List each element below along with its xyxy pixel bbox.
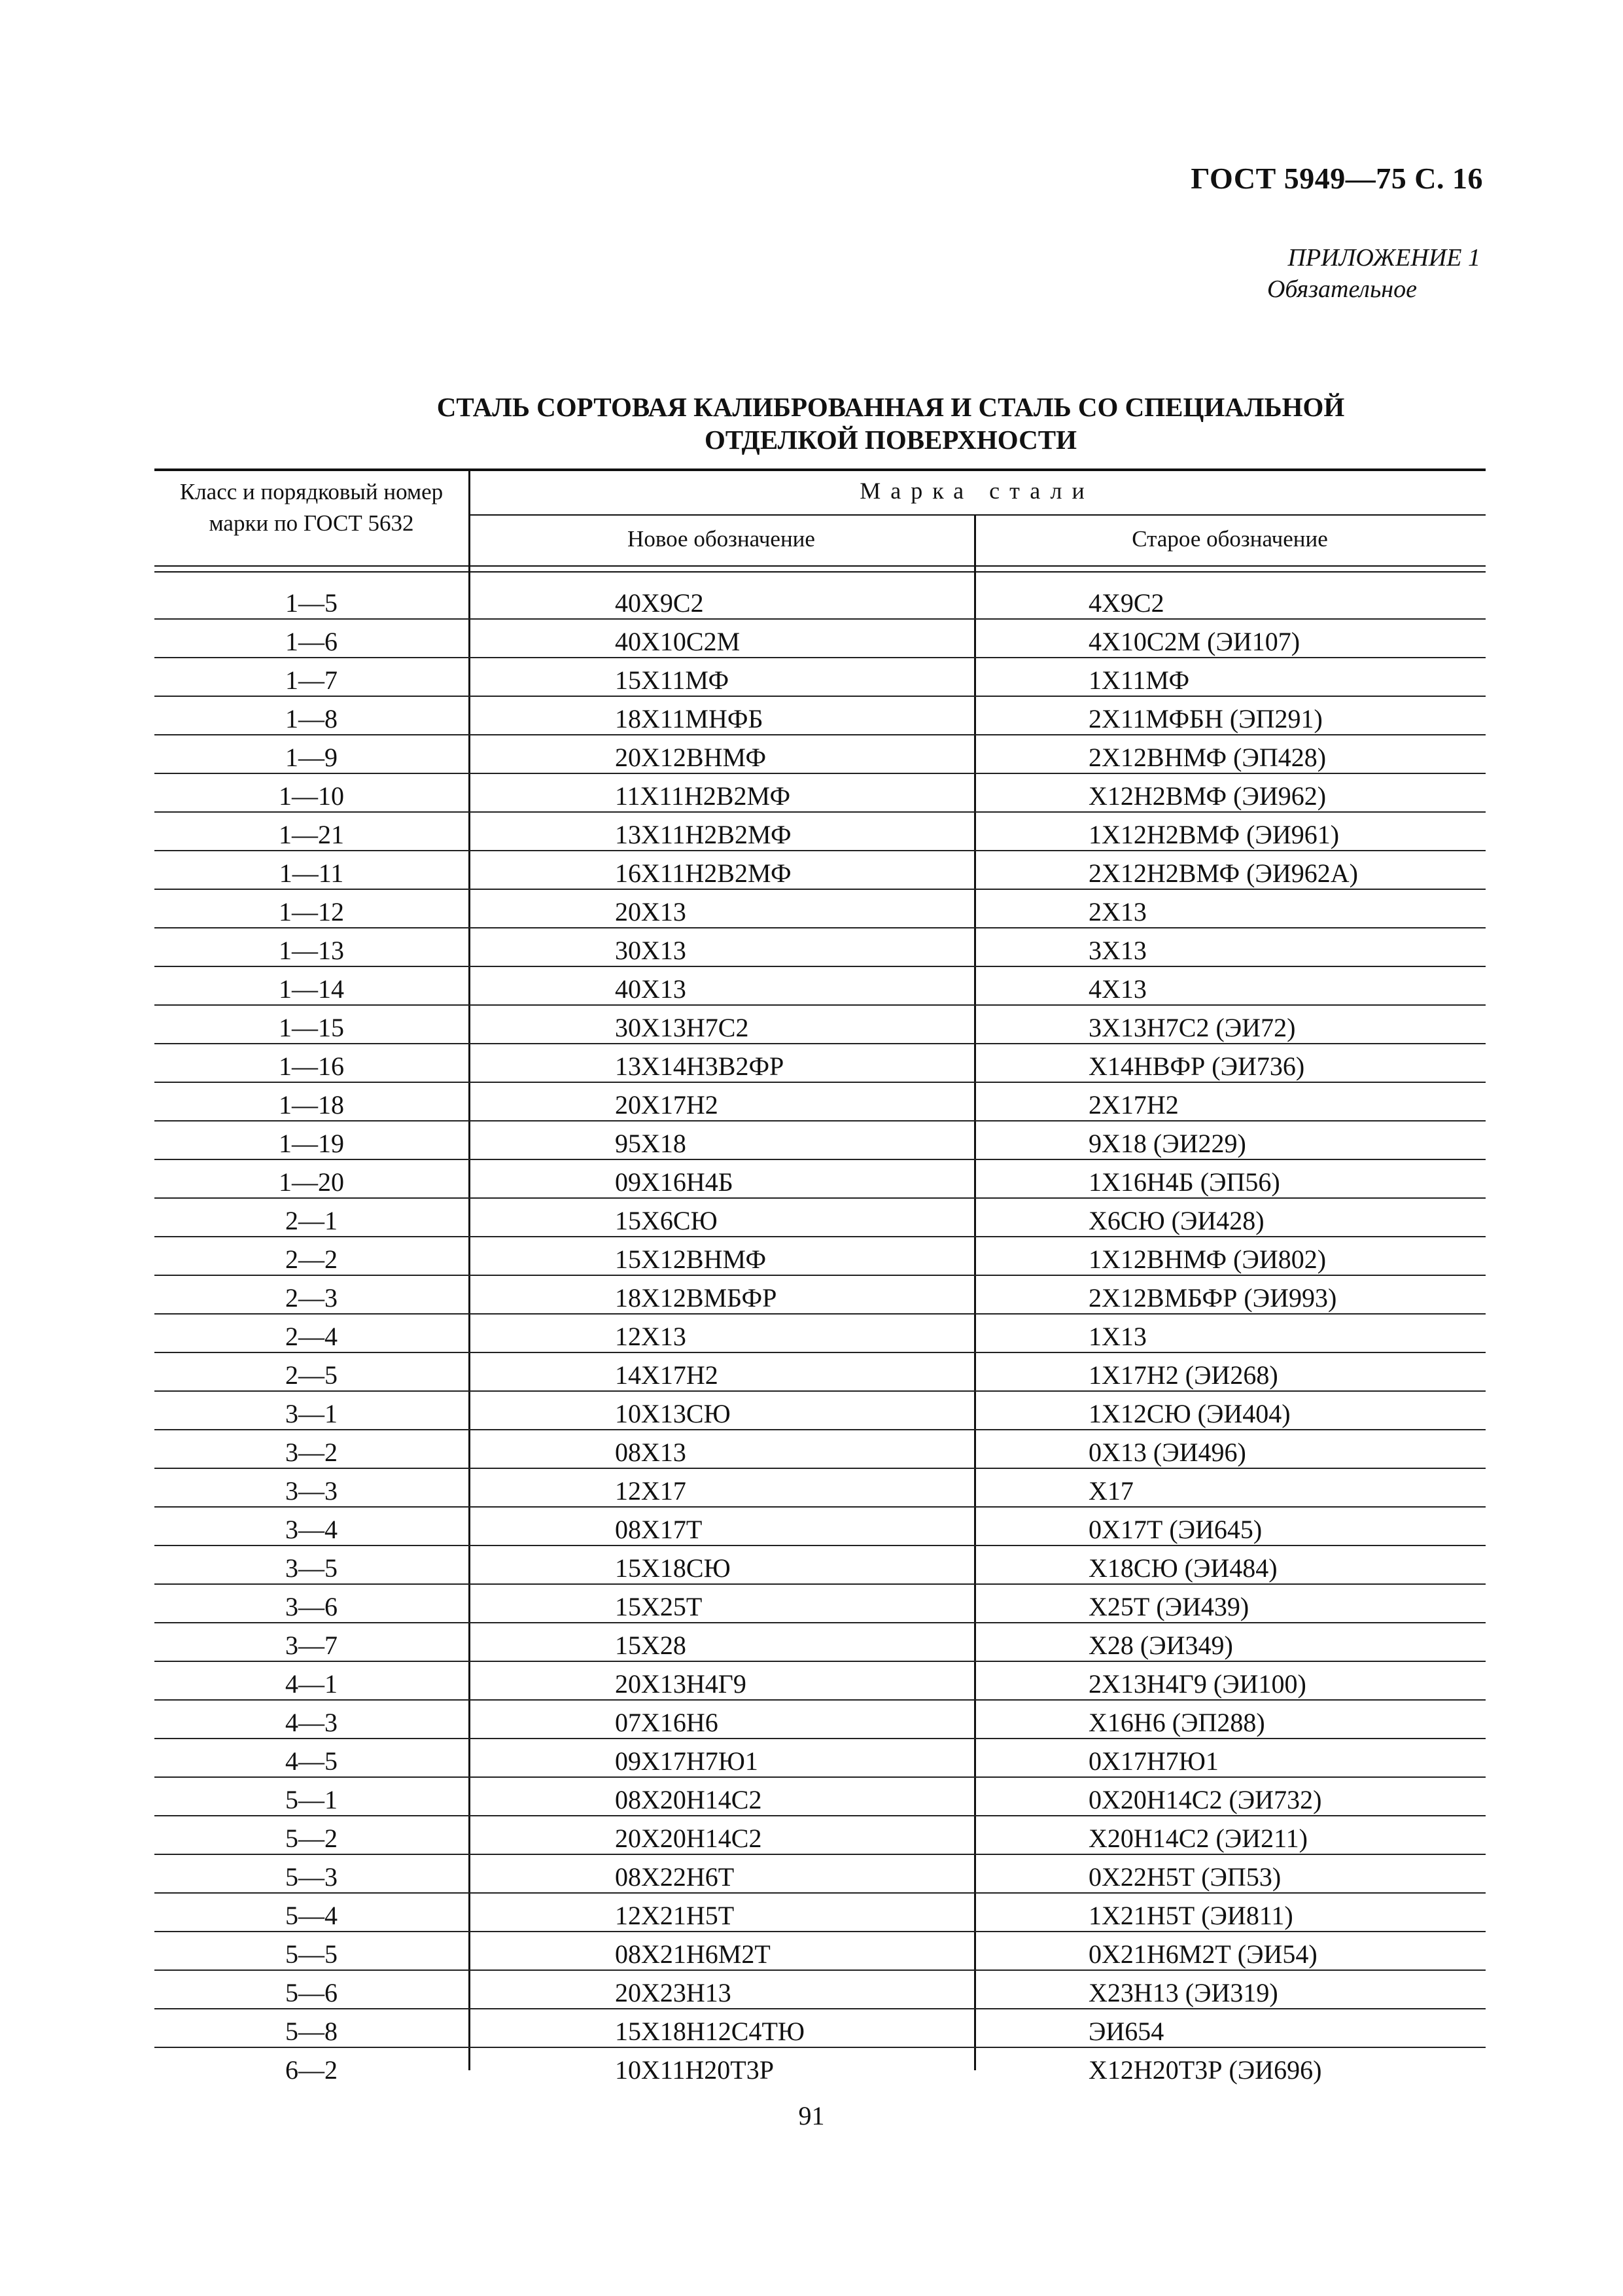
table-row — [154, 1932, 1486, 1971]
table-row — [154, 1392, 1486, 1430]
table-cell-class: 1—5 — [285, 588, 338, 618]
table-cell-class: 2—3 — [285, 1283, 338, 1313]
col-class-header — [154, 476, 468, 539]
table-cell-new-designation: 10Х13СЮ — [615, 1399, 731, 1428]
table-cell-old-designation: 0Х13 (ЭИ496) — [1089, 1438, 1246, 1467]
appendix-status: Обязательное — [1266, 275, 1417, 303]
table-row — [154, 1083, 1486, 1122]
table-row — [154, 1662, 1486, 1701]
table-row — [154, 1122, 1486, 1160]
table-row — [154, 1353, 1486, 1392]
table-cell-new-designation: 95Х18 — [615, 1129, 686, 1158]
table-row — [154, 1971, 1486, 2009]
table-cell-class: 5—6 — [285, 1978, 338, 2007]
table-cell-old-designation: 4Х13 — [1089, 974, 1147, 1004]
table-cell-old-designation: 0Х21Н6М2Т (ЭИ54) — [1089, 1939, 1318, 1969]
table-row — [154, 581, 1486, 620]
table-cell-old-designation: 0Х20Н14С2 (ЭИ732) — [1089, 1785, 1322, 1814]
table-cell-new-designation: 10Х11Н20Т3Р — [615, 2055, 774, 2085]
table-cell-new-designation: 20Х12ВНМФ — [615, 743, 767, 772]
table-cell-class: 1—12 — [279, 897, 344, 927]
table-cell-new-designation: 40Х13 — [615, 974, 686, 1004]
table-cell-new-designation: 15Х28 — [615, 1631, 686, 1660]
table-cell-class: 2—4 — [285, 1322, 338, 1351]
table-cell-new-designation: 14Х17Н2 — [615, 1360, 718, 1390]
table-cell-new-designation: 09Х17Н7Ю1 — [615, 1746, 758, 1776]
table-row — [154, 697, 1486, 735]
table-cell-class: 1—16 — [279, 1051, 344, 1081]
table-row — [154, 967, 1486, 1006]
table-cell-new-designation: 30Х13Н7С2 — [615, 1013, 749, 1042]
page-title-line-1: СТАЛЬ СОРТОВАЯ КАЛИБРОВАННАЯ И СТАЛЬ СО СПЕЦИАЛЬНОЙ — [436, 392, 1345, 422]
table-cell-class: 1—14 — [279, 974, 344, 1004]
table-cell-new-designation: 20Х23Н13 — [615, 1978, 731, 2007]
table-cell-old-designation: Х23Н13 (ЭИ319) — [1089, 1978, 1278, 2007]
table-cell-new-designation: 16Х11Н2В2МФ — [615, 858, 792, 888]
page-title-line-2: ОТДЕЛКОЙ ПОВЕРХНОСТИ — [704, 425, 1077, 455]
table-row — [154, 620, 1486, 658]
table-cell-new-designation: 11Х11Н2В2МФ — [615, 781, 791, 811]
table-cell-new-designation: 08Х21Н6М2Т — [615, 1939, 771, 1969]
page-title — [0, 391, 1623, 456]
table-cell-class: 6—2 — [285, 2055, 338, 2085]
table-cell-old-designation: Х14НВФР (ЭИ736) — [1089, 1051, 1305, 1081]
table-row — [154, 774, 1486, 813]
table-cell-new-designation: 15Х18СЮ — [615, 1553, 731, 1583]
table-cell-old-designation: 3Х13 — [1089, 936, 1147, 965]
table-cell-class: 4—3 — [285, 1708, 338, 1737]
table-cell-new-designation: 08Х22Н6Т — [615, 1862, 735, 1892]
table-cell-class: 3—6 — [285, 1592, 338, 1621]
table-cell-class: 5—2 — [285, 1824, 338, 1853]
table-row — [154, 1546, 1486, 1585]
table-row — [154, 658, 1486, 697]
group-header-rule — [468, 514, 1486, 516]
table-cell-new-designation: 12Х17 — [615, 1476, 686, 1506]
table-row — [154, 1701, 1486, 1739]
table-row — [154, 813, 1486, 851]
table-cell-class: 1—7 — [285, 665, 338, 695]
table-cell-class: 1—19 — [279, 1129, 344, 1158]
table-cell-class: 3—2 — [285, 1438, 338, 1467]
table-cell-class: 5—5 — [285, 1939, 338, 1969]
table-cell-old-designation: 0Х17Т (ЭИ645) — [1089, 1515, 1263, 1544]
col-new-designation-header: Новое обозначение — [627, 526, 815, 552]
table-row — [154, 1816, 1486, 1855]
table-cell-old-designation: Х6СЮ (ЭИ428) — [1089, 1206, 1265, 1235]
table-cell-old-designation: 3Х13Н7С2 (ЭИ72) — [1089, 1013, 1296, 1042]
table-row — [154, 928, 1486, 967]
table-cell-old-designation: 2Х13Н4Г9 (ЭИ100) — [1089, 1669, 1306, 1699]
table-row — [154, 1315, 1486, 1353]
table-cell-class: 5—3 — [285, 1862, 338, 1892]
table-cell-class: 5—4 — [285, 1901, 338, 1930]
table-cell-old-designation: 1Х11МФ — [1089, 665, 1190, 695]
appendix-label: ПРИЛОЖЕНИЕ 1 — [1287, 244, 1480, 272]
table-row — [154, 1623, 1486, 1662]
table-cell-old-designation: Х12Н2ВМФ (ЭИ962) — [1089, 781, 1327, 811]
table-body — [154, 581, 1486, 2085]
header-bottom-rule-2 — [154, 571, 1486, 573]
header-bottom-rule-1 — [154, 565, 1486, 567]
table-cell-class: 3—1 — [285, 1399, 338, 1428]
table-row — [154, 890, 1486, 928]
steel-grade-table — [154, 468, 1486, 2085]
table-cell-class: 2—5 — [285, 1360, 338, 1390]
table-cell-old-designation: 1Х16Н4Б (ЭП56) — [1089, 1167, 1280, 1197]
table-cell-new-designation: 15Х25Т — [615, 1592, 703, 1621]
table-cell-new-designation: 08Х17Т — [615, 1515, 703, 1544]
table-cell-class: 1—21 — [279, 820, 344, 849]
table-cell-old-designation: 2Х12Н2ВМФ (ЭИ962А) — [1089, 858, 1358, 888]
table-cell-old-designation: Х28 (ЭИ349) — [1089, 1631, 1233, 1660]
table-cell-old-designation: Х18СЮ (ЭИ484) — [1089, 1553, 1278, 1583]
table-cell-new-designation: 40Х9С2 — [615, 588, 704, 618]
table-cell-new-designation: 15Х12ВНМФ — [615, 1245, 767, 1274]
table-cell-class: 3—7 — [285, 1631, 338, 1660]
table-cell-class: 1—9 — [285, 743, 338, 772]
col-old-designation-header: Старое обозначение — [1132, 526, 1328, 552]
table-cell-old-designation: 0Х22Н5Т (ЭП53) — [1089, 1862, 1282, 1892]
table-cell-class: 3—4 — [285, 1515, 338, 1544]
table-cell-old-designation: 4Х10С2М (ЭИ107) — [1089, 627, 1300, 656]
table-cell-old-designation: 0Х17Н7Ю1 — [1089, 1746, 1219, 1776]
table-cell-old-designation: 2Х12ВНМФ (ЭП428) — [1089, 743, 1327, 772]
table-row — [154, 1855, 1486, 1894]
table-cell-new-designation: 40Х10С2М — [615, 627, 741, 656]
table-cell-old-designation: 1Х21Н5Т (ЭИ811) — [1089, 1901, 1293, 1930]
table-row — [154, 735, 1486, 774]
table-cell-new-designation: 20Х17Н2 — [615, 1090, 718, 1120]
table-cell-class: 1—15 — [279, 1013, 344, 1042]
steel-grade-group-header: Марка стали — [860, 478, 1094, 504]
table-cell-class: 1—13 — [279, 936, 344, 965]
table-row — [154, 1237, 1486, 1276]
table-row — [154, 1199, 1486, 1237]
table-cell-new-designation: 18Х12ВМБФР — [615, 1283, 777, 1313]
table-cell-old-designation: 9Х18 (ЭИ229) — [1089, 1129, 1246, 1158]
table-cell-old-designation: 1Х12Н2ВМФ (ЭИ961) — [1089, 820, 1340, 849]
table-row — [154, 1430, 1486, 1469]
table-cell-new-designation: 13Х14Н3В2ФР — [615, 1051, 784, 1081]
table-row — [154, 1585, 1486, 1623]
table-cell-class: 1—10 — [279, 781, 344, 811]
table-cell-new-designation: 09Х16Н4Б — [615, 1167, 733, 1197]
table-cell-old-designation: 1Х12ВНМФ (ЭИ802) — [1089, 1245, 1327, 1274]
table-cell-old-designation: Х12Н20Т3Р (ЭИ696) — [1089, 2055, 1322, 2085]
table-cell-class: 1—8 — [285, 704, 338, 733]
table-cell-old-designation: 1Х13 — [1089, 1322, 1147, 1351]
table-cell-new-designation: 15Х6СЮ — [615, 1206, 718, 1235]
table-row — [154, 2048, 1486, 2085]
table-cell-old-designation: 2Х11МФБН (ЭП291) — [1089, 704, 1323, 733]
col-class-header-line-1: Класс и порядковый номер — [179, 479, 444, 504]
table-cell-class: 1—18 — [279, 1090, 344, 1120]
table-cell-old-designation: Х20Н14С2 (ЭИ211) — [1089, 1824, 1308, 1853]
table-cell-new-designation: 15Х18Н12С4ТЮ — [615, 2017, 805, 2046]
table-cell-new-designation: 13Х11Н2В2МФ — [615, 820, 792, 849]
table-cell-class: 1—20 — [279, 1167, 344, 1197]
table-cell-class: 3—3 — [285, 1476, 338, 1506]
col-class-header-line-2: марки по ГОСТ 5632 — [209, 510, 414, 536]
table-row — [154, 1778, 1486, 1816]
table-row — [154, 1160, 1486, 1199]
table-cell-new-designation: 08Х20Н14С2 — [615, 1785, 762, 1814]
table-row — [154, 2009, 1486, 2048]
page-number: 91 — [798, 2101, 825, 2130]
table-cell-old-designation: 4Х9С2 — [1089, 588, 1164, 618]
table-cell-old-designation: ЭИ654 — [1089, 2017, 1164, 2046]
table-cell-old-designation: 2Х12ВМБФР (ЭИ993) — [1089, 1283, 1337, 1313]
table-row — [154, 1276, 1486, 1315]
table-cell-old-designation: Х16Н6 (ЭП288) — [1089, 1708, 1265, 1737]
table-cell-class: 1—6 — [285, 627, 338, 656]
table-top-rule — [154, 468, 1486, 471]
table-cell-old-designation: 1Х12СЮ (ЭИ404) — [1089, 1399, 1291, 1428]
table-cell-new-designation: 20Х13 — [615, 897, 686, 927]
table-row — [154, 1739, 1486, 1778]
table-row — [154, 1006, 1486, 1044]
table-row — [154, 1508, 1486, 1546]
table-row — [154, 1469, 1486, 1508]
document-reference: ГОСТ 5949—75 С. 16 — [1191, 162, 1483, 195]
table-cell-old-designation: Х17 — [1089, 1476, 1134, 1506]
table-cell-new-designation: 30Х13 — [615, 936, 686, 965]
table-cell-old-designation: 2Х17Н2 — [1089, 1090, 1179, 1120]
table-cell-class: 2—1 — [285, 1206, 338, 1235]
table-row — [154, 1044, 1486, 1083]
table-cell-old-designation: Х25Т (ЭИ439) — [1089, 1592, 1249, 1621]
table-cell-new-designation: 12Х21Н5Т — [615, 1901, 735, 1930]
table-cell-new-designation: 08Х13 — [615, 1438, 686, 1467]
table-cell-class: 4—1 — [285, 1669, 338, 1699]
table-row — [154, 1894, 1486, 1932]
table-cell-class: 2—2 — [285, 1245, 338, 1274]
table-cell-new-designation: 20Х20Н14С2 — [615, 1824, 762, 1853]
table-cell-new-designation: 15Х11МФ — [615, 665, 729, 695]
table-row — [154, 851, 1486, 890]
table-cell-new-designation: 18Х11МНФБ — [615, 704, 763, 733]
table-cell-old-designation: 2Х13 — [1089, 897, 1147, 927]
table-cell-class: 1—11 — [279, 858, 344, 888]
table-cell-class: 4—5 — [285, 1746, 338, 1776]
table-cell-new-designation: 07Х16Н6 — [615, 1708, 718, 1737]
table-cell-new-designation: 20Х13Н4Г9 — [615, 1669, 746, 1699]
table-cell-class: 3—5 — [285, 1553, 338, 1583]
table-cell-new-designation: 12Х13 — [615, 1322, 686, 1351]
table-cell-old-designation: 1Х17Н2 (ЭИ268) — [1089, 1360, 1278, 1390]
table-cell-class: 5—8 — [285, 2017, 338, 2046]
table-cell-class: 5—1 — [285, 1785, 338, 1814]
